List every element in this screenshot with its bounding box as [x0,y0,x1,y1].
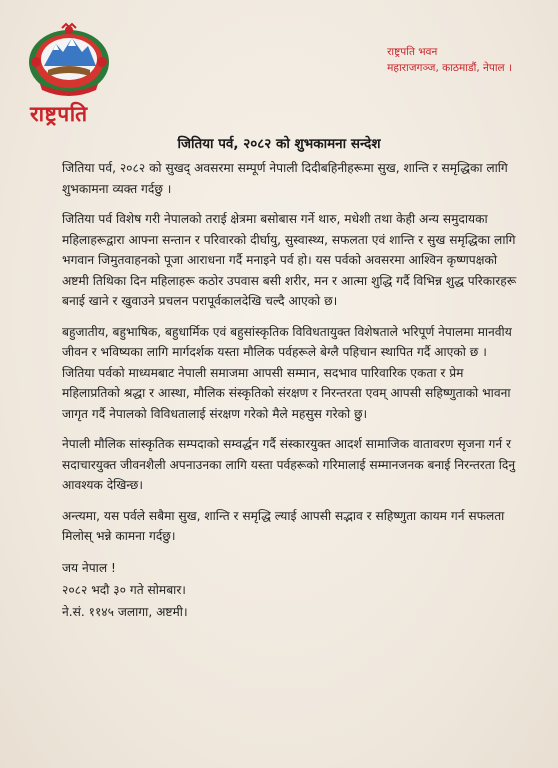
letter-closing [62,557,518,623]
office-address [387,44,512,76]
address-line-2: महाराजगञ्ज, काठमाडौं, नेपाल । [387,62,512,74]
nepal-emblem-icon [26,22,112,98]
letter-title: जितिया पर्व, २०८२ को शुभकामना सन्देश [177,136,381,152]
nepal-sambat-line: ने.सं. ११४५ जलागा, अष्टमी। [62,604,188,619]
address-line-1: राष्ट्रपति भवन [387,46,438,58]
paragraph-1: जितिया पर्व, २०८२ को सुखद् अवसरमा सम्पूर्ण नेपाली दिदीबहिनीहरूमा सुख, शान्ति र समृद्धिका लागि शुभकामना व्यक्त गर्दछु । [62,161,508,196]
org-title: राष्ट्रपति [30,102,88,126]
salutation: जय नेपाल ! [62,560,116,575]
paragraph-5: अन्त्यमा, यस पर्वले सबैमा सुख, शान्ति र समृद्धि ल्याई आपसी सद्भाव र सहिष्णुता कायम गर्न सफलता मिलोस् भन्ने कामना गर्दछु। [62,508,505,543]
letter-body [62,158,518,623]
paragraph-4: नेपाली मौलिक सांस्कृतिक सम्पदाको सम्वर्द्धन गर्दै संस्कारयुक्त आदर्श सामाजिक वातावरण सृजना गर्न र सदाचारयुक्त जीवनशैली अपनाउनका लागि यस्ता पर्वहरूको गरिमालाई सम्मानजनक बनाई निरन्तरता दिनु आवश्यक देखिन्छ। [62,437,516,492]
paragraph-2: जितिया पर्व विशेष गरी नेपालको तराई क्षेत्रमा बसोबास गर्ने थारु, मधेशी तथा केही अन्य समुदायका महिलाहरूद्वारा आफ्ना सन्तान र परिवारको दीर्घायु, सुस्वास्थ्य, सफलता एवं शान्ति र सुख समृद्धिका लागि भगवान जिमुतवाहनको पूजा आराधना गर्दै मनाइने पर्व हो। यस पर्वको अवसरमा आश्विन कृष्णपक्षको अष्टमी तिथिका दिन महिलाहरू कठोर उपवास बसी शरीर, मन र आत्मा शुद्धि गर्दै विभिन्न शुद्ध परिकारहरू बनाई खाने र खुवाउने प्रचलन परापूर्वकालदेखि चल्दै आएको छ। [62,212,517,308]
paragraph-3: बहुजातीय, बहुभाषिक, बहुधार्मिक एवं बहुसांस्कृतिक विविधतायुक्त विशेषताले भरिपूर्ण नेपालमा मानवीय जीवन र भविष्यका लागि मार्गदर्शक यस्ता मौलिक पर्वहरूले बेग्लै पहिचान स्थापित गर्दै आएको छ । जितिया पर्वको माध्यमबाट नेपाली समाजमा आपसी सम्मान, सदभाव पारिवारिक एकता र प्रेम महिलाप्रतिको श्रद्धा र आस्था, मौलिक संस्कृतिको संरक्षण र निरन्तरता एवम् आपसी सहिष्णुताको भावना जागृत गर्दै नेपालको विविधतालाई संरक्षण गरेको मैले महसुस गरेको छु। [62,324,512,421]
date-line: २०८२ भदौ ३० गते सोमबार। [62,582,186,597]
